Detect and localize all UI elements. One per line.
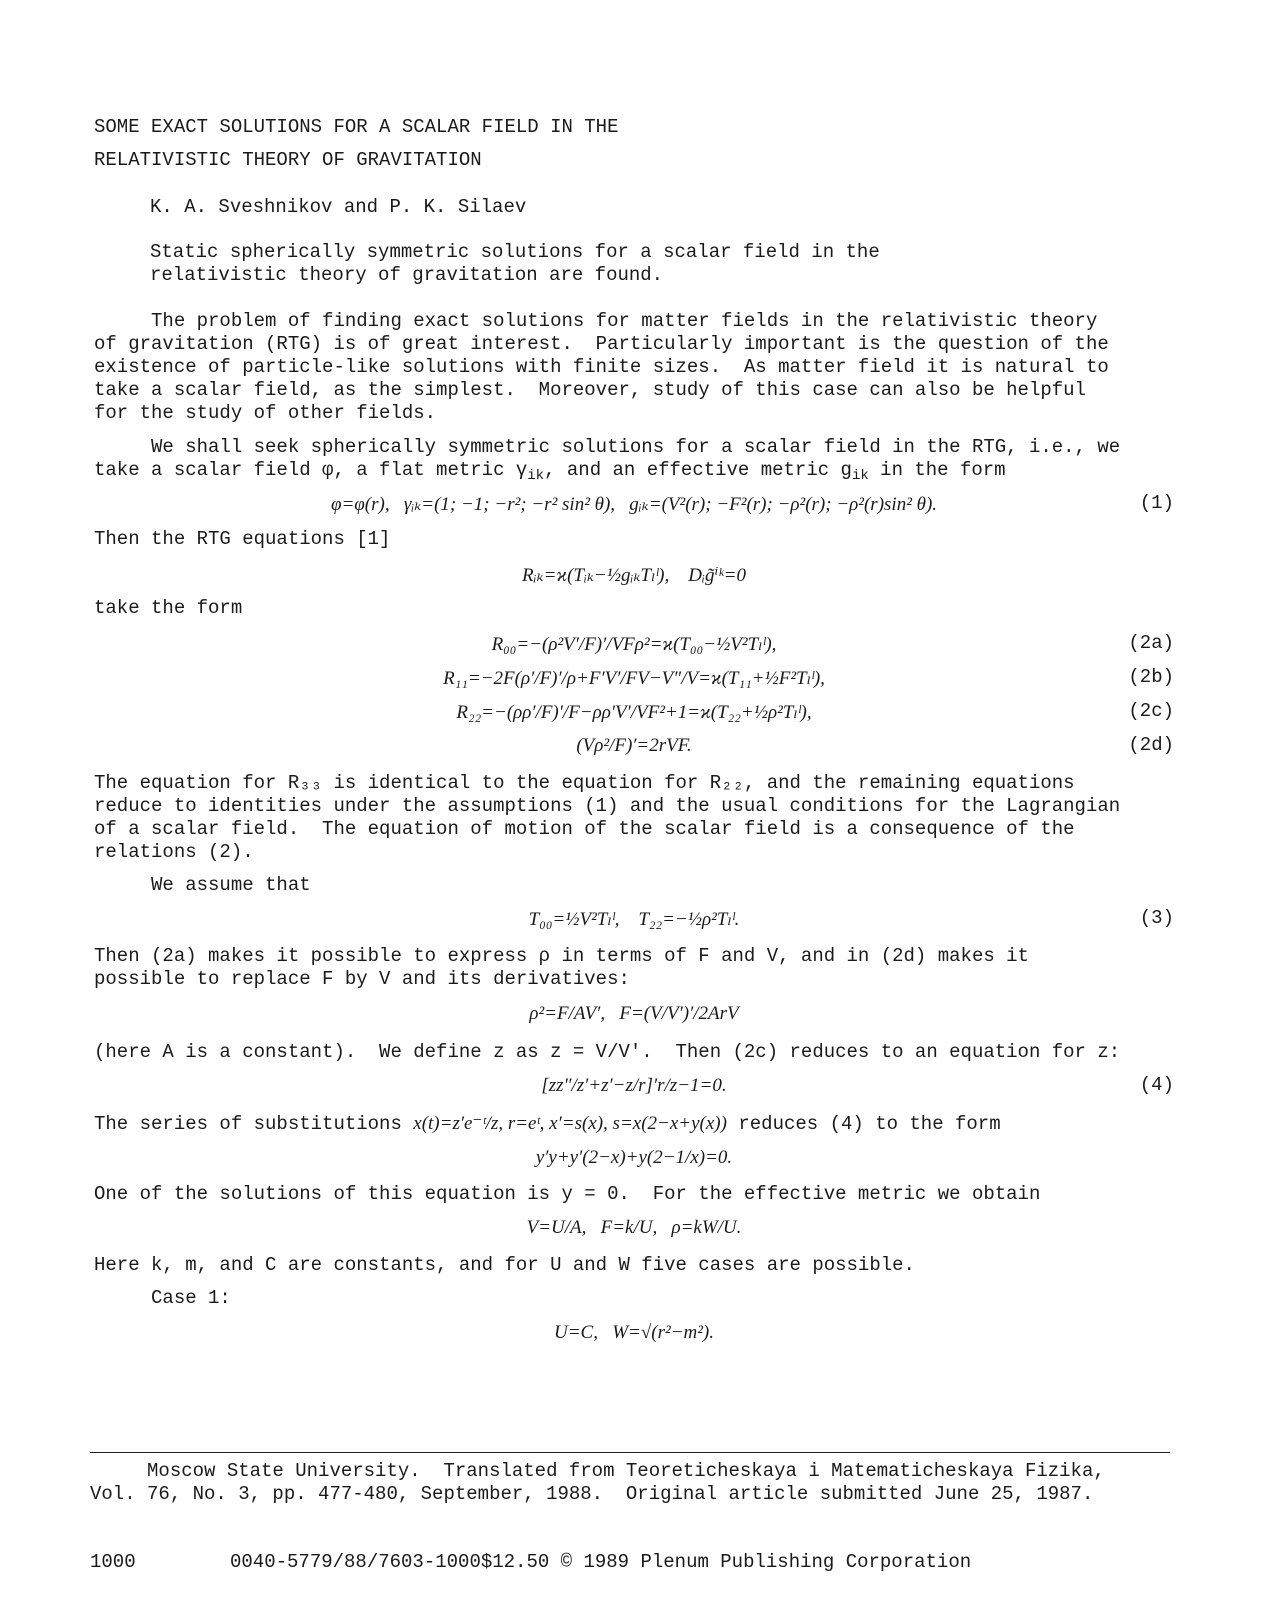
- text-line: possible to replace F by V and its derivatives:: [94, 968, 630, 990]
- equation-number: (4): [1139, 1074, 1174, 1096]
- equation-text: R₁₁=−2F(ρ′/F)′/ρ+F′V′/FV−V″/V=ϰ(T₁₁+½F²Tₗˡ),: [443, 668, 825, 689]
- equation-case-1: [94, 1320, 1174, 1346]
- text-line: of gravitation (RTG) is of great interest. Particularly important is the question of the: [94, 333, 1109, 355]
- equation-rtg: [94, 562, 1174, 588]
- text-line: The equation for R₃₃ is identical to the equation for R₂₂, and the remaining equations: [94, 772, 1075, 794]
- equation-2a: [94, 631, 1174, 657]
- text-line: of a scalar field. The equation of motion of the scalar field is a consequence of the: [94, 818, 1075, 840]
- footnote-divider: [90, 1452, 1170, 1453]
- text-fragment: , and an effective metric g: [544, 459, 852, 481]
- abstract-line-1: Static spherically symmetric solutions for a scalar field in the: [150, 241, 880, 263]
- equation-number: (3): [1139, 907, 1174, 929]
- then-rtg: Then the RTG equations [1]: [94, 528, 391, 550]
- abstract-line-2: relativistic theory of gravitation are found.: [150, 264, 664, 286]
- text-line: existence of particle-like solutions with finite sizes. As matter field it is natural to: [94, 356, 1109, 378]
- equation-number: (1): [1139, 492, 1174, 514]
- title-line-1: SOME EXACT SOLUTIONS FOR A SCALAR FIELD IN THE: [94, 116, 619, 138]
- subscript: ik: [851, 468, 869, 484]
- equation-text: T₀₀=½V²Tₗˡ, T₂₂=−½ρ²Tₗˡ.: [528, 909, 740, 930]
- copyright-line: 0040-5779/88/7603-1000$12.50 © 1989 Plenum Publishing Corporation: [230, 1551, 972, 1573]
- equation-text: [zz″/z′+z′−z/r]′r/z−1=0.: [541, 1075, 727, 1096]
- equation-number: (2b): [1128, 666, 1174, 688]
- case-1-label: Case 1:: [94, 1287, 231, 1309]
- equation-text: ρ²=F/AV′, F=(V/V′)′/2ArV: [529, 1003, 739, 1024]
- title-line-2: RELATIVISTIC THEORY OF GRAVITATION: [94, 149, 482, 171]
- equation-text: U=C, W=√(r²−m²).: [553, 1322, 715, 1343]
- footnote-line-2: Vol. 76, No. 3, pp. 477-480, September, 1988. Original article submitted June 25, 1987.: [90, 1483, 1094, 1505]
- equation-rho: [94, 1001, 1174, 1027]
- paragraph-spherical: [94, 436, 1174, 488]
- we-assume: We assume that: [94, 874, 311, 896]
- equation-metric: [94, 1215, 1174, 1241]
- equation-1: [94, 491, 1174, 517]
- equation-text: R₂₂=−(ρρ′/F)′/F−ρρ′V′/VF²+1=ϰ(T₂₂+½ρ²Tₗˡ),: [456, 702, 812, 723]
- substitutions-line: [94, 1112, 1001, 1136]
- text-line: relations (2).: [94, 841, 254, 863]
- text-fragment: take a scalar field φ, a flat metric γ: [94, 459, 528, 481]
- equation-2c: [94, 699, 1174, 725]
- equation-text: V=U/A, F=k/U, ρ=kW/U.: [526, 1217, 742, 1238]
- equation-text: (Vρ²/F)′=2rVF.: [576, 735, 692, 756]
- equation-text: y′y+y′(2−x)+y(2−1/x)=0.: [535, 1147, 733, 1168]
- text-line: for the study of other fields.: [94, 402, 437, 424]
- equation-2d: [94, 733, 1174, 759]
- equation-number: (2c): [1128, 700, 1174, 722]
- here-a-constant: (here A is a constant). We define z as z = V/V′. Then (2c) reduces to an equation for z:: [94, 1041, 1121, 1063]
- text-fragment: reduces (4) to the form: [726, 1113, 1001, 1135]
- footnote-line-1: Moscow State University. Translated from Teoreticheskaya i Matematicheskaya Fizika,: [90, 1460, 1105, 1482]
- inline-math: x(t)=z′e⁻ᵗ/z, r=eᵗ, x′=s(x), s=x(2−x+y(x)): [413, 1113, 727, 1134]
- paragraph-express-rho: [94, 945, 1174, 991]
- text-fragment: The series of substitutions: [94, 1113, 414, 1135]
- take-form: take the form: [94, 597, 243, 619]
- text-line: We shall seek spherically symmetric solutions for a scalar field in the RTG, i.e., we: [94, 436, 1121, 458]
- one-solution: One of the solutions of this equation is y = 0. For the effective metric we obtain: [94, 1183, 1041, 1205]
- equation-4: [94, 1073, 1174, 1099]
- equation-text: Rᵢₖ=ϰ(Tᵢₖ−½gᵢₖTₗˡ), Dᵢg̃ⁱᵏ=0: [522, 565, 746, 586]
- equation-text: R₀₀=−(ρ²V′/F)′/VFρ²=ϰ(T₀₀−½V²Tₗˡ),: [491, 634, 777, 655]
- equation-text: φ=φ(r), γᵢₖ=(1; −1; −r²; −r² sin² θ), gᵢₖ=(V²(r); −F²(r); −ρ²(r); −ρ²(r)sin² θ).: [330, 494, 938, 515]
- equation-number: (2a): [1128, 632, 1174, 654]
- authors: K. A. Sveshnikov and P. K. Silaev: [150, 196, 527, 218]
- paragraph-intro: [94, 310, 1174, 425]
- text-line: reduce to identities under the assumptions (1) and the usual conditions for the Lagrangian: [94, 795, 1121, 817]
- text-line: Then (2a) makes it possible to express ρ in terms of F and V, and in (2d) makes it: [94, 945, 1029, 967]
- equation-y: [94, 1145, 1174, 1171]
- page-number: 1000: [90, 1551, 136, 1573]
- text-line: take a scalar field, as the simplest. Moreover, study of this case can also be helpful: [94, 379, 1086, 401]
- text-line: [94, 459, 1174, 488]
- paragraph-r33: [94, 772, 1174, 864]
- subscript: ik: [527, 468, 545, 484]
- equation-2b: [94, 665, 1174, 691]
- here-k-m-c: Here k, m, and C are constants, and for U and W five cases are possible.: [94, 1254, 915, 1276]
- equation-3: [94, 906, 1174, 932]
- text-line: The problem of finding exact solutions for matter fields in the relativistic theory: [94, 310, 1098, 332]
- text-fragment: in the form: [868, 459, 1006, 481]
- equation-number: (2d): [1128, 734, 1174, 756]
